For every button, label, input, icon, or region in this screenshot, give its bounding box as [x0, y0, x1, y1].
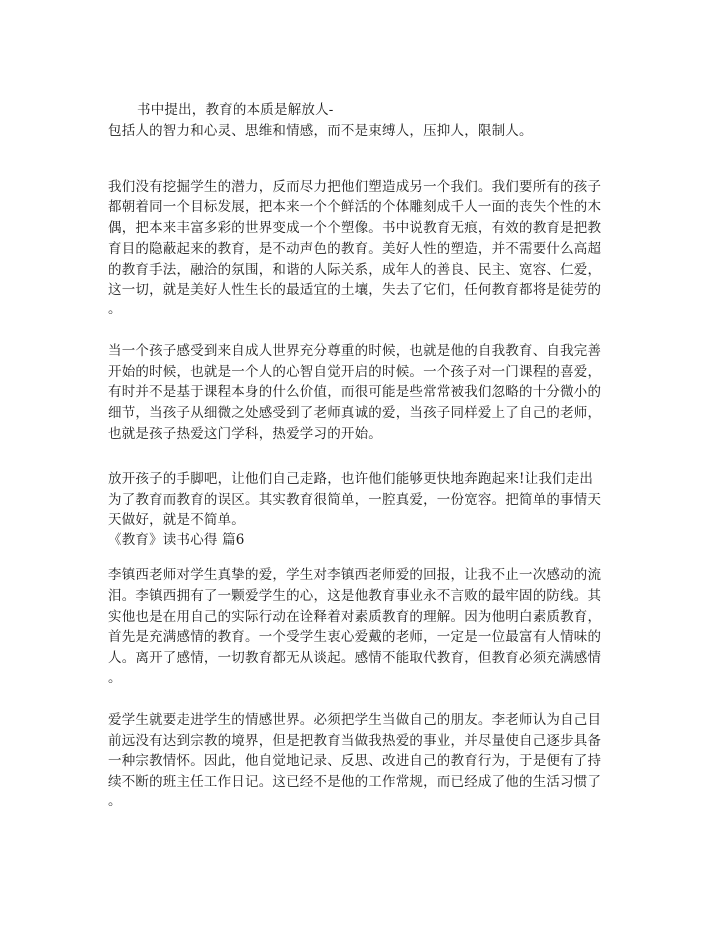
text-line: 李镇西老师对学生真挚的爱，学生对李镇西老师爱的回报，让我不止一次感动的流	[108, 567, 602, 583]
text-line: 泪。李镇西拥有了一颗爱学生的心，这是他教育事业永不言败的最牢固的防线。其	[108, 588, 602, 604]
text-line: 育目的隐蔽起来的教育，是不动声色的教育。美好人性的塑造，并不需要什么高超	[108, 241, 602, 257]
text-line: 包括人的智力和心灵、思维和情感，而不是束缚人，压抑人，限制人。	[108, 123, 533, 139]
text-line: 续不断的班主任工作日记。这已经不是他的工作常规，而已经成了他的生活习惯了	[108, 774, 602, 790]
text-line: 实他也是在用自己的实际行动在诠释着对素质教育的理解。因为他明白素质教育，	[108, 609, 602, 625]
text-line: 一种宗教情怀。因此，他自觉地记录、反思、改进自己的教育行为，于是便有了持	[108, 753, 602, 769]
text-line: 有时并不是基于课程本身的什么价值，而很可能是些常常被我们忽略的十分微小的	[108, 384, 602, 400]
text-line: 。	[108, 793, 122, 809]
text-line: 天做好，就是不简单。	[108, 512, 245, 528]
text-line: 放开孩子的手脚吧，让他们自己走路，也许他们能够更快地奔跑起来!让我们走出	[108, 471, 594, 487]
section-heading: 《教育》读书心得 篇6	[108, 532, 245, 548]
text-line: 书中提出，教育的本质是解放人-	[137, 102, 334, 118]
text-line: 的教育手法，融洽的氛围，和谐的人际关系，成年人的善良、民主、宽容、仁爱，	[108, 262, 602, 278]
text-line: 首先是充满感情的教育。一个受学生衷心爱戴的老师，一定是一位最富有人情味的	[108, 629, 602, 645]
text-line: 我们没有挖掘学生的潜力，反而尽力把他们塑造成另一个我们。我们要所有的孩子	[108, 179, 602, 195]
text-line: 人。离开了感情，一切教育都无从谈起。感情不能取代教育，但教育必须充满感情	[108, 650, 602, 666]
text-line: 。	[108, 301, 122, 317]
text-line: 当一个孩子感受到来自成人世界充分尊重的时候，也就是他的自我教育、自我完善	[108, 343, 602, 359]
text-line: 也就是孩子热爱这门学科，热爱学习的开始。	[108, 426, 382, 442]
text-line: 开始的时候，也就是一个人的心智自觉开启的时候。一个孩子对一门课程的喜爱，	[108, 364, 602, 380]
text-line: 前远没有达到宗教的境界，但是把教育当做我热爱的事业，并尽量使自己逐步具备	[108, 733, 602, 749]
text-line: 这一切，就是美好人性生长的最适宜的土壤，失去了它们，任何教育都将是徒劳的	[108, 282, 602, 298]
text-line: 偶，把本来丰富多彩的世界变成一个个塑像。书中说教育无痕，有效的教育是把教	[108, 220, 602, 236]
text-line: 细节，当孩子从细微之处感受到了老师真诚的爱，当孩子同样爱上了自己的老师，	[108, 405, 602, 421]
text-line: 爱学生就要走进学生的情感世界。必须把学生当做自己的朋友。李老师认为自己目	[108, 712, 602, 728]
text-line: 。	[108, 670, 122, 686]
text-line: 为了教育而教育的误区。其实教育很简单，一腔真爱，一份宽容。把简单的事情天	[108, 492, 602, 508]
text-line: 都朝着同一个目标发展，把本来一个个鲜活的个体雕刻成千人一面的丧失个性的木	[108, 199, 602, 215]
